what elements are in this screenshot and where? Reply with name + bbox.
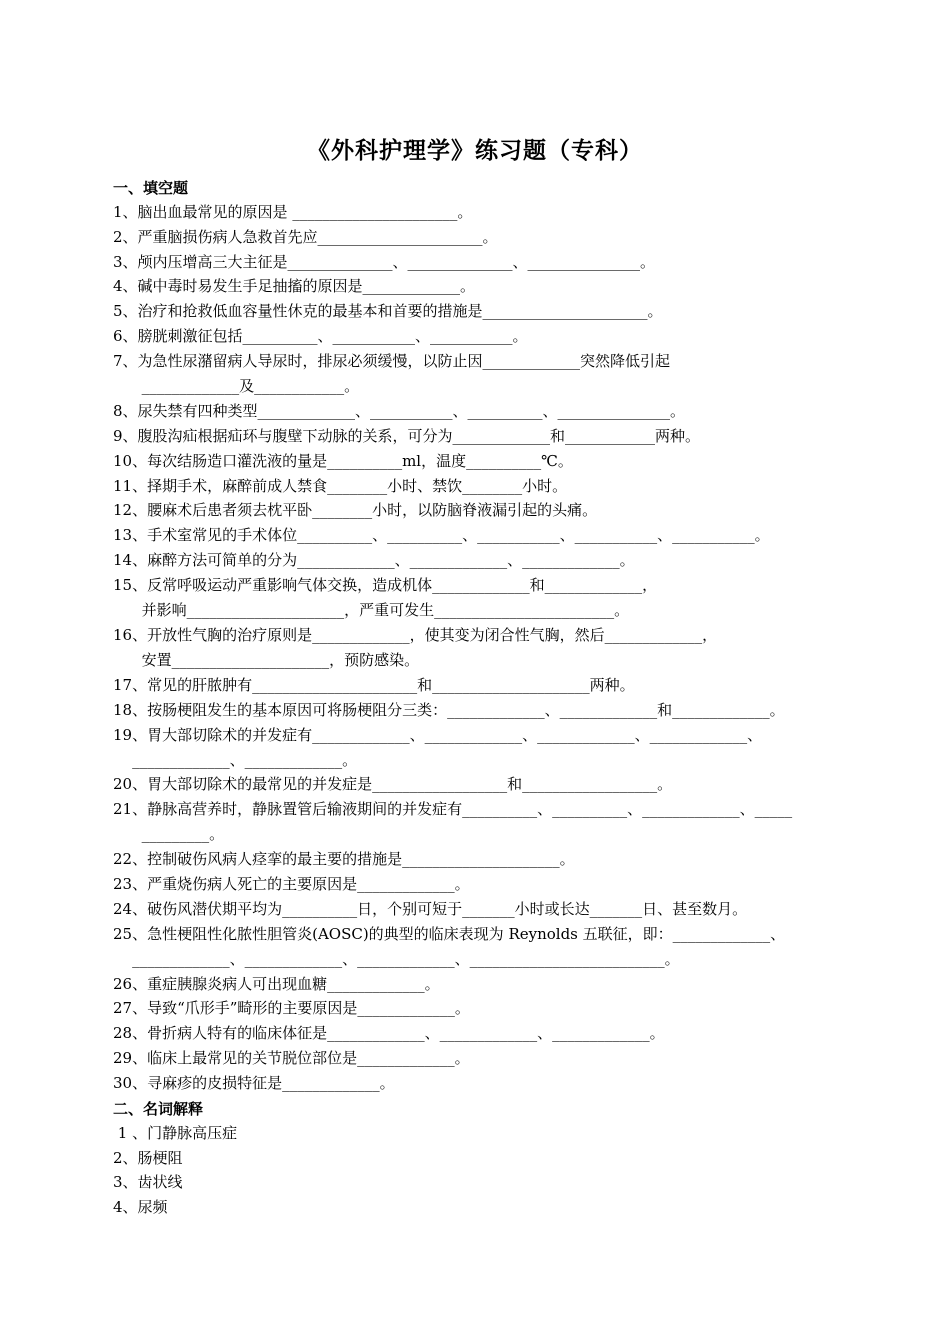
question-line: 16、开放性气胸的治疗原则是_____________，使其变为闭合性气胸，然后_____________， [113,626,718,644]
section-heading-fill-blank: 一、填空题 [113,179,189,197]
question-line: 11、择期手术，麻醉前成人禁食________小时、禁饮________小时。 [113,477,568,495]
question-line: 25、急性梗阻性化脓性胆管炎(AOSC)的典型的临床表现为 Reynolds 五联征，即：_____________、 [113,925,786,943]
term-item: 1 、门静脉高压症 [113,1124,238,1142]
question-line: 21、静脉高营养时，静脉置管后输液期间的并发症有__________、__________、_____________、_____ [113,800,793,818]
question-line: 29、临床上最常见的关节脱位部位是_____________。 [113,1049,470,1067]
question-line-continuation: _________。 [113,825,225,843]
question-line: 9、腹股沟疝根据疝环与腹壁下动脉的关系，可分为_____________和____________两种。 [113,427,701,445]
question-line: 7、为急性尿潴留病人导尿时，排尿必须缓慢，以防止因_____________突然降低引起 [113,352,671,370]
question-line: 8、尿失禁有四种类型_____________、___________、__________、_______________。 [113,402,686,420]
question-line-continuation: 安置_____________________，预防感染。 [113,651,420,669]
question-line: 4、碱中毒时易发生手足抽搐的原因是_____________。 [113,277,476,295]
question-line-continuation: 并影响_____________________，严重可发生________________________。 [113,601,630,619]
question-line: 6、膀胱刺激征包括__________、___________、___________。 [113,327,528,345]
question-line-continuation: _____________、_____________、_____________、__________________________。 [113,950,680,968]
page-title: 《外科护理学》练习题（专科） [307,138,643,164]
question-line: 23、严重烧伤病人死亡的主要原因是_____________。 [113,875,470,893]
question-line-continuation: _____________及____________。 [113,377,360,395]
section-heading-terms: 二、名词解释 [113,1100,204,1118]
question-line: 26、重症胰腺炎病人可出现血糖_____________。 [113,975,440,993]
question-line: 30、寻麻疹的皮损特征是_____________。 [113,1074,395,1092]
question-line: 24、破伤风潜伏期平均为__________日，个别可短于_______小时或长达_______日、甚至数月。 [113,900,748,918]
term-item: 4、尿频 [113,1198,168,1216]
question-line-continuation: _____________、_____________。 [113,751,358,769]
term-item: 2、肠梗阻 [113,1149,183,1167]
question-line: 14、麻醉方法可简单的分为_____________、_____________、_____________。 [113,551,635,569]
question-line: 17、常见的肝脓肿有______________________和_____________________两种。 [113,676,635,694]
question-line: 5、治疗和抢救低血容量性休克的最基本和首要的措施是______________________。 [113,302,663,320]
question-line: 1、脑出血最常见的原因是 ______________________。 [113,203,473,221]
question-line: 2、严重脑损伤病人急救首先应______________________。 [113,228,498,246]
question-line: 27、导致“爪形手”畸形的主要原因是_____________。 [113,999,470,1017]
question-line: 22、控制破伤风病人痉挛的最主要的措施是_____________________。 [113,850,575,868]
question-line: 18、按肠梗阻发生的基本原因可将肠梗阻分三类：_____________、_____________和_____________。 [113,701,785,719]
term-item: 3、齿状线 [113,1173,183,1191]
question-line: 28、骨折病人特有的临床体征是_____________、_____________、_____________。 [113,1024,665,1042]
question-line: 19、胃大部切除术的并发症有_____________、_____________、_____________、_____________、 [113,726,763,744]
question-line: 20、胃大部切除术的最常见的并发症是__________________和__________________。 [113,775,673,793]
question-line: 10、每次结肠造口灌洗液的量是__________ml，温度__________℃。 [113,452,573,470]
question-line: 12、腰麻术后患者须去枕平卧________小时，以防脑脊液漏引起的头痛。 [113,501,598,519]
question-line: 15、反常呼吸运动严重影响气体交换，造成机体_____________和_____________， [113,576,658,594]
question-line: 3、颅内压增高三大主征是______________、______________、_______________。 [113,253,656,271]
question-line: 13、手术室常见的手术体位__________、__________、___________、___________、___________。 [113,526,770,544]
